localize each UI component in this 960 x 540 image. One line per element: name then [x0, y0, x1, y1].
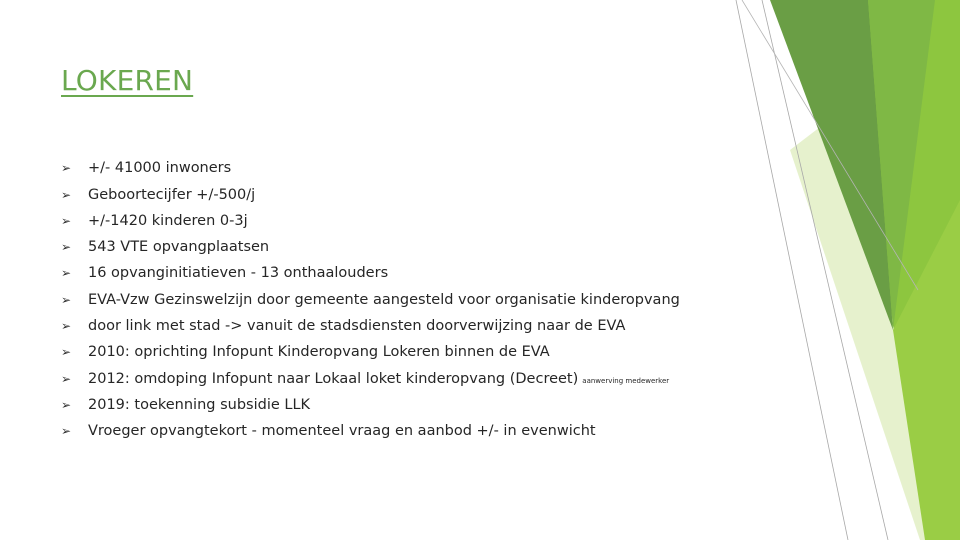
bullet-note: aanwerving medewerker: [582, 377, 670, 385]
bullet-item: [61, 160, 231, 176]
arrow-bullet-icon: ➢: [61, 240, 72, 254]
bullet-item: [61, 423, 596, 439]
arrow-bullet-icon: ➢: [61, 398, 72, 412]
bullet-item: [61, 371, 669, 387]
bullet-text: 2010: oprichting Infopunt Kinderopvang Lokeren binnen de EVA: [88, 344, 550, 360]
arrow-bullet-icon: ➢: [61, 214, 72, 228]
arrow-bullet-icon: ➢: [61, 266, 72, 280]
bullet-item: [61, 318, 625, 334]
bullet-text: +/- 41000 inwoners: [88, 160, 232, 176]
arrow-bullet-icon: ➢: [61, 345, 72, 359]
arrow-bullet-icon: ➢: [61, 319, 72, 333]
arrow-bullet-icon: ➢: [61, 372, 72, 386]
bullet-text: door link met stad -> vanuit de stadsdiensten doorverwijzing naar de EVA: [88, 318, 626, 334]
bullet-item: [61, 239, 269, 255]
bullet-item: [61, 265, 388, 281]
slide-title: LOKEREN: [61, 64, 194, 97]
bullet-text: +/-1420 kinderen 0-3j: [88, 213, 248, 229]
bullet-item: [61, 187, 255, 203]
bullet-item: [61, 213, 248, 229]
bullet-text: 543 VTE opvangplaatsen: [88, 239, 270, 255]
bullet-text: 2019: toekenning subsidie LLK: [88, 397, 311, 413]
arrow-bullet-icon: ➢: [61, 424, 72, 438]
arrow-bullet-icon: ➢: [61, 293, 72, 307]
bullet-text: Geboortecijfer +/-500/j: [88, 187, 256, 203]
bullet-text: Vroeger opvangtekort - momenteel vraag en aanbod +/- in evenwicht: [88, 423, 596, 439]
bullet-text: EVA-Vzw Gezinswelzijn door gemeente aangesteld voor organisatie kinderopvang: [88, 292, 680, 308]
arrow-bullet-icon: ➢: [61, 188, 72, 202]
bullet-text: 2012: omdoping Infopunt naar Lokaal loket kinderopvang (Decreet): [88, 371, 579, 387]
bullet-text: 16 opvanginitiatieven - 13 onthaalouders: [88, 265, 389, 281]
bullet-item: [61, 344, 550, 360]
arrow-bullet-icon: ➢: [61, 161, 72, 175]
bullet-item: [61, 397, 310, 413]
bullet-item: [61, 292, 680, 308]
